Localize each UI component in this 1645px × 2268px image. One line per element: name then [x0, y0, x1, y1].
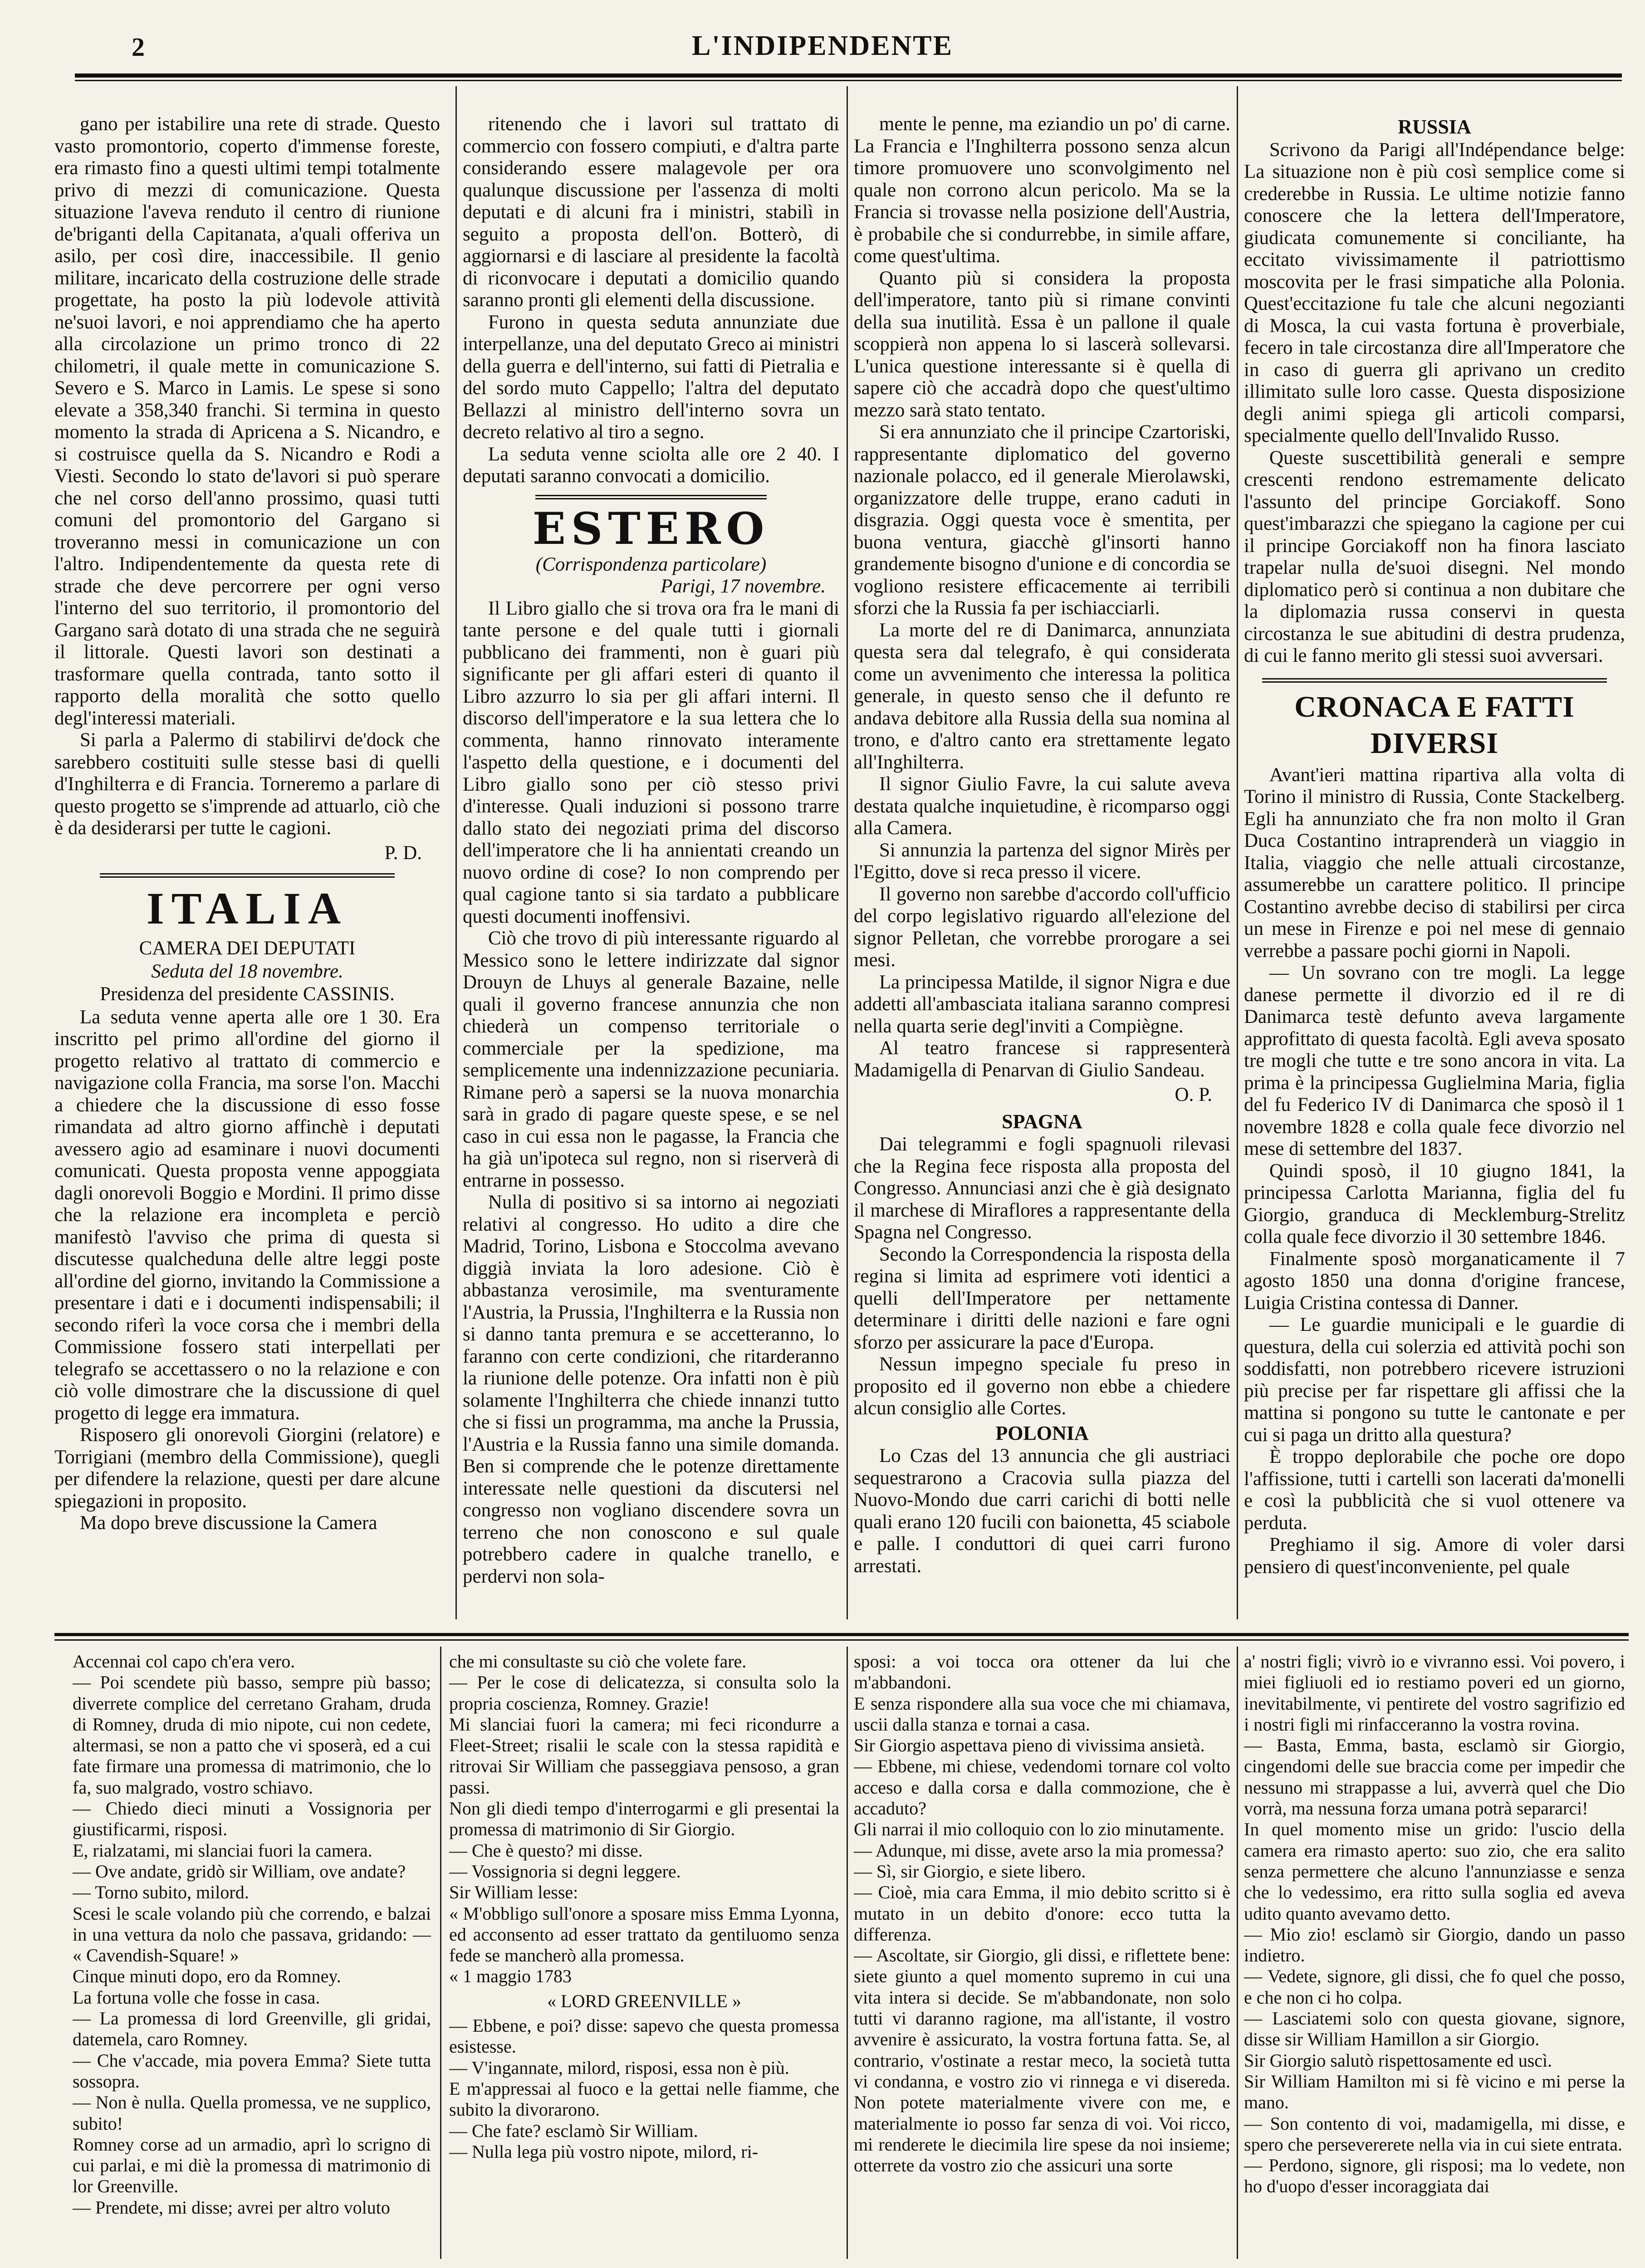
dateline: Parigi, 17 novembre. — [661, 576, 826, 597]
article-text: Si era annunziato che il principe Czartoriski, rappresentante diplomatico del governo nazionale polacco, ed il generale Mierolawski, organizzatore delle truppe, erano caduti in disgrazia. Oggi questa voce è smentita, per buona ventura, giacchè gl'insorti hanno grandemente bisogno d'unione e di concordia se vogliono resistere efficacemente ai terribili sforzi che la Russia fa per ischiacciarli. — [854, 421, 1230, 619]
column-divider — [847, 86, 848, 1619]
article-text: La seduta venne aperta alle ore 1 30. Era inscritto pel primo all'ordine del giorno il progetto relativo al trattato di commercio e navigazione colla Francia, ma sorse l'on. Macchi a chiedere che la discussione di esso fosse rimandata ad altro giorno affinchè i deputati avessero agio ad esaminare i nuovi documenti comunicati. Questa proposta venne appoggiata dagli onorevoli Boggio e Mordini. Il primo disse che la relazione era incompleta e perciò manifestò l'avviso che prima di questa si discutesse qualcheduna delle altre leggi poste all'ordine del giorno, invitando la Commissione a presentare i dati e i documenti indispensabili; il secondo riferì la voce corsa che i membri della Commissione fossero stati interpellati per telegrafo se accettassero o no la relazione e con ciò volle dimostrare che la discussione di quel progetto di legge era immatura. — [54, 1006, 440, 1424]
article-text: Il Libro giallo che si trova ora fra le mani di tante persone e del quale tutti i giornali pubblicano dei frammenti, non è guari più significante per gli affari esteri di quanto il Libro azzurro lo sia per gli affari interni. Il discorso dell'imperatore e la sua lettera che lo commenta, hanno rinnovato interamente l'aspetto della questione, e i documenti del Libro giallo sono per ciò stesso privi d'interesse. Quali induzioni si possono trarre dallo stato dei negoziati prima del discorso dell'imperatore che li ha annientati creando un nuovo ordine di cose? Io non comprendo per qual cagione tanto si sia tardato a pubblicare questi documenti inoffensivi. — [463, 597, 839, 927]
article-text: Scrivono da Parigi all'Indépendance belge: La situazione non è più così semplice come si crederebbe in Russia. Le ultime notizie fanno conoscere che la lettera dell'Imperatore, giudicata comunemente si conciliante, ha eccitato vivissimamente il patriottismo moscovita per le frasi simpatiche alla Polonia. Quest'eccitazione fu tale che alcuni negozianti di Mosca, la cui vasta fortuna è proverbiale, fecero in tale circostanza dire all'Imperatore che in caso di guerra gli aprivano un credito illimitato sulle loro casse. Questa disposizione degli animi spiega gli articoli comparsi, specialmente quello dell'Invalido Russo. — [1244, 139, 1625, 446]
column-2 — [463, 113, 839, 1610]
column-divider — [847, 1647, 848, 2259]
article-text: Quanto più si considera la proposta dell'imperatore, tanto più si rimane convinti della sua inutilità. Essa è un pallone il quale scoppierà non appena lo si lascerà sollevarsi. L'unica questione interessante si è quella di sapere ciò che accadrà dopo che quest'ultimo mezzo sarà stato tentato. — [854, 267, 1230, 421]
signature: O. P. — [1175, 1084, 1212, 1105]
section-heading-cronaca: CRONACA E FATTI DIVERSI — [1294, 690, 1575, 760]
article-text: — Le guardie municipali e le guardie di questura, della cui solerzia ed attività pochi son soddisfatti, non potrebbero ricevere istruzioni più precise per far rispettare gli affissi che la mattina si pongono su tutte le cantonate e per cui si paga un dritto alla questura? — [1244, 1314, 1625, 1446]
article-text: Risposero gli onorevoli Giorgini (relatore) e Torrigiani (membro della Commissione), quegli per difendere la relazione, questi per dare alcune spiegazioni in proposito. — [54, 1424, 440, 1512]
masthead: L'INDIPENDENTE — [692, 30, 953, 61]
feuilleton-column-3 — [854, 1651, 1230, 2263]
feuilleton-column-1 — [73, 1651, 431, 2263]
column-divider — [455, 86, 457, 1619]
article-text: Si parla a Palermo di stabilirvi de'dock che sarebbero costituiti sulle stesse basi di quelli d'Inghilterra e di Francia. Torneremo a parlare di questo progetto se s'imprende ad attuarlo, ciò che è da desiderarsi per tutte le cagioni. — [54, 729, 440, 839]
article-text: ritenendo che i lavori sul trattato di commercio con fossero compiuti, e d'altra parte considerando essere malagevole per ora qualunque discussione per l'assenza di molti deputati e di alcuni fra i ministri, stabilì in seguito a proposta dell'on. Botterò, di aggiornarsi e di lasciare al presidente la facoltà di riconvocare i deputati a domicilio quando saranno pronti gli elementi della discussione. — [463, 113, 839, 311]
article-text: mente le penne, ma eziandio un po' di carne. La Francia e l'Inghilterra possono senza alcun timore promuovere uno sconvolgimento nel quale non corrono alcun pericolo. Ma se la Francia si trovasse nella posizione dell'Austria, è probabile che si condurrebbe, in simile affare, come quest'ultima. — [854, 113, 1230, 267]
article-text: gano per istabilire una rete di strade. Questo vasto promontorio, coperto d'immense foreste, era rimasto fino a questi ultimi tempi totalmente privo di mezzi di comunicazione. Questa situazione l'aveva renduto il centro di riunione de'briganti della Capitanata, a'quali offeriva un asilo, per così dire, inaccessibile. Il genio militare, incaricato della costruzione delle strade progettate, ha posto la più lodevole attività ne'suoi lavori, e noi apprendiamo che ha aperto alla circolazione un primo tronco di 22 chilometri, il quale mette in comunicazione S. Severo e S. Marco in Lamis. Le spese si sono elevate a 358,340 franchi. Si termina in questo momento la strada di Apricena a S. Nicandro, e si costruisce quella da S. Nicandro e Rodi a Viesti. Secondo lo stato de'lavori si può sperare che nel corso dell'anno prossimo, quasi tutti comuni del promontorio del Gargano si troveranno messi in comunicazione un con l'altro. Indipendentemente da questa rete di strade che deve percorrere per ogni verso l'interno del suo territorio, il promontorio del Gargano sarà dotato di una strada che ne seguirà il littorale. Questi lavori son destinati a trasformare quella contrada, tanto sotto il rapporto della moralità che sotto quello degl'interessi materiali. — [54, 113, 440, 729]
subsection-heading-polonia: POLONIA — [995, 1422, 1089, 1444]
section-heading-italia: ITALIA — [146, 883, 348, 934]
article-text: Furono in questa seduta annunziate due interpellanze, una del deputato Greco ai ministri della guerra e dell'interno, sui fatti di Pietralia e del sordo muto Cappello; l'altra del deputato Bellazzi al ministro dell'interno sovra un decreto relativo al tiro a segno. — [463, 311, 839, 443]
feuilleton-column-2 — [449, 1651, 839, 2263]
subsection-heading-russia: RUSSIA — [1398, 116, 1471, 138]
section-rule — [1262, 678, 1607, 683]
correspondence-note: (Corrispondenza particolare) — [535, 553, 767, 575]
page-number: 2 — [132, 32, 145, 62]
article-text: Avant'ieri mattina ripartiva alla volta di Torino il ministro di Russia, Conte Stackelberg. Egli ha annunziato che fra non molto il Gran Duca Costantino intraprenderà un viaggio in Italia, viaggio che nelle attuali circostanze, assumerebbe un carattere politico. Il principe Costantino avrebbe deciso di stabilirsi per circa un mese in Firenze e poi nel mese di gennaio verrebbe a passare pochi giorni in Napoli. — [1244, 764, 1625, 962]
article-text: La principessa Matilde, il signor Nigra e due addetti all'ambasciata italiana saranno compresi nella quarta serie degl'inviti a Compiègne. — [854, 971, 1230, 1037]
presidency: Presidenza del presidente CASSINIS. — [100, 983, 395, 1005]
article-text: Dai telegrammi e fogli spagnuoli rilevasi che la Regina fece risposta alla proposta del Congresso. Annunciasi anzi che è già designato il marchese di Miraflores a rappresentante della Spagna nel Congresso. — [854, 1134, 1230, 1243]
article-text: Si annunzia la partenza del signor Mirès per l'Egitto, dove si reca presso il vicere. — [854, 839, 1230, 883]
section-rule — [100, 873, 395, 878]
article-text: Queste suscettibilità generali e sempre crescenti rendono estremamente delicato l'assunto del principe Gorciakoff. Sono quest'imbarazzi che spiegano la cagione per cui il principe Gorciakoff non ha finora lasciato trapelar nulla de'suoi disegni. Nel mondo diplomatico però si continua a non dubitare che la diplomazia russa conservi in questa circostanza le sue abitudini di destra prudenza, di cui le fanno merito gli stessi suoi avversari. — [1244, 447, 1625, 666]
column-3 — [854, 113, 1230, 1610]
feuilleton-text: a' nostri figli; vivrò io e vivranno essi. Voi povero, i miei figliuoli ed io restiamo poveri ed un giorno, inevitabilmente, vi pentirete del vostro sagrifizio ed i nostri figli mi rinfacceranno la vostra rovina. — Basta, Emma, basta, esclamò sir Giorgio, cingendomi delle sue braccia come per impedir che nessuno mi strappasse a lui, avverrà quel che Dio vorrà, ma nessuna forza umana potrà separarci! In quel momento mise un grido: l'uscio della camera era rimasto aperto: suo zio, che era salito senza permettere che alcuno l'annunziasse e senza che lo vedessimo, era ritto sulla soglia ed aveva udito quanto avevamo detto. — Mio zio! esclamò sir Giorgio, dando un passo indietro. — Vedete, signore, gli dissi, che fo quel che posso, e che non ci ho colpa. — Lasciatemi solo con questa giovane, signore, disse sir William Hamillon a sir Giorgio. Sir Giorgio salutò rispettosamente ed uscì. Sir William Hamilton mi si fè vicino e mi perse la mano. — Son contento di voi, madamigella, mi disse, e spero che persevererete nella via in cui siete entrata. — Perdono, signore, gli risposi; ma lo vedete, non ho d'uopo d'esser incoraggiata dai — [1244, 1651, 1625, 2197]
chamber-title: CAMERA DEI DEPUTATI — [139, 938, 356, 959]
section-heading-estero: ESTERO — [532, 503, 770, 554]
column-4 — [1244, 113, 1625, 1610]
article-text: — Un sovrano con tre mogli. La legge danese permette il divorzio ed il re di Danimarca testè defunto aveva largamente approfittato di questa facoltà. Egli aveva sposato tre mogli che tutte e tre sono ancora in vita. La prima è la principessa Guglielmina Maria, figlia del fu Federico IV di Danimarca che sposò il 1 novembre 1828 e colla quale fece divorzio nel mese di settembre del 1837. — [1244, 962, 1625, 1159]
section-rule — [535, 495, 767, 499]
signature: P. D. — [384, 842, 422, 864]
article-text: Nulla di positivo si sa intorno ai negoziati relativi al congresso. Ho udito a dire che Madrid, Torino, Lisbona e Stoccolma avevano diggià inviata la loro adesione. Ciò è abbastanza verosimile, ma sventuramente l'Austria, la Prussia, l'Inghilterra e la Russia non si danno tanta premura e se accetteranno, lo faranno con certe condizioni, che ritarderanno la riunione delle potenze. Ora infatti non è più solamente l'Inghilterra che chiede innanzi tutto che si fissi un programma, ma anche la Prussia, l'Austria e la Russia fanno una simile domanda. Ben si comprende che le potenze direttamente interessate nelle questioni da discutersi nel congresso non vogliano discendere sovra un terreno che non conoscono e sul quale potrebbero cadere in qualche tranello, e perdervi non sola- — [463, 1192, 839, 1587]
feuilleton-text: — Ebbene, e poi? disse: sapevo che questa promessa esistesse. — V'ingannate, milord, risposi, essa non è più. E m'appressai al fuoco e la gettai nelle fiamme, che subito la divorarono. — Che fate? esclamò Sir William. — Nulla lega più vostro nipote, milord, ri- — [449, 2015, 839, 2162]
feuilleton-rule-thin — [54, 1639, 1629, 1641]
article-text: Lo Czas del 13 annuncia che gli austriaci sequestrarono a Cracovia sulla piazza del Nuovo-Mondo due carri carichi di botti nelle quali erano 120 fucili con baionetta, 45 sciabole e palle. I conduttori di quei carri furono arrestati. — [854, 1445, 1230, 1577]
session-date: Seduta del 18 novembre. — [151, 960, 343, 982]
article-text: Secondo la Correspondencia la risposta della regina si limita ad esprimere voti identici a quelli dell'Imperatore per nettamente determinare i diritti delle nazioni e fare ogni sforzo per assicurare la pace d'Europa. — [854, 1243, 1230, 1353]
feuilleton-text: Accennai col capo ch'era vero. — Poi scendete più basso, sempre più basso; diverrete complice del cerretano Graham, druda di Romney, druda di mio nipote, cui non cedete, altermasi, se non a patto che vi sposerà, ed a cui fate firmare una promessa di matrimonio, che lo fa, suo malgrado, vostro schiavo. — Chiedo dieci minuti a Vossignoria per giustificarmi, risposi. E, rialzatami, mi slanciai fuori la camera. — Ove andate, gridò sir William, ove andate? — Torno subito, milord. Scesi le scale volando più che correndo, e balzai in una vettura da nolo che passava, gridando: — « Cavendish-Square! » Cinque minuti dopo, ero da Romney. La fortuna volle che fosse in casa. — La promessa di lord Greenville, gli gridai, datemela, caro Romney. — Che v'accade, mia povera Emma? Siete tutta sossopra. — Non è nulla. Quella promessa, ve ne supplico, subito! Romney corse ad un armadio, aprì lo scrigno di cui parlai, e mi diè la promessa di matrimonio di lor Greenville. — Prendete, mi disse; avrei per altro voluto — [73, 1651, 431, 2218]
column-1 — [54, 113, 440, 1610]
article-text: La morte del re di Danimarca, annunziata questa sera dal telegrafo, è qui considerata come un avvenimento che interessa la politica generale, in questo senso che il defunto re andava debitore alla Russia della sua nomina al trono, e d'altro canto era strettamente legato all'Inghilterra. — [854, 619, 1230, 773]
article-text: Ma dopo breve discussione la Camera — [79, 1512, 377, 1534]
article-text: La seduta venne sciolta alle ore 2 40. I deputati saranno convocati a domicilio. — [463, 443, 839, 487]
article-text: Preghiamo il sig. Amore di voler darsi pensiero di quest'inconveniente, pel quale — [1244, 1534, 1625, 1578]
article-text: Nessun impegno speciale fu preso in proposito ed il governo non ebbe a chiedere alcun consiglio alle Cortes. — [854, 1354, 1230, 1419]
article-text: Il governo non sarebbe d'accordo coll'ufficio del corpo legislativo riguardo all'elezione del signor Pelletan, che vorrebbe prorogare a sei mesi. — [854, 883, 1230, 971]
article-text: Ciò che trovo di più interessante riguardo al Messico sono le lettere indirizzate dal signor Drouyn de Lhuys al generale Bazaine, nelle quali il governo francese annunzia che non chiederà un compenso territoriale o commerciale per la spedizione, ma semplicemente una indennizzazione pecuniaria. Rimane però a sapersi se la nuova monarchia sarà in grado di pagare queste spese, e se nel caso in cui essa non le pagasse, la Francia che ha già un'ipoteca sul regno, non si riserverà di entrarne in possesso. — [463, 928, 839, 1191]
column-divider — [1237, 1647, 1238, 2259]
feuilleton-text: che mi consultaste su ciò che volete fare. — Per le cose di delicatezza, si consulta solo la propria coscienza, Romney. Grazie! Mi slanciai fuori la camera; mi feci ricondurre a Fleet-Street; risalii le scale con la stessa rapidità e ritrovai Sir William che passeggiava pensoso, a gran passi. Non gli diedi tempo d'interrogarmi e gli presentai la promessa di matrimonio di Sir Giorgio. — Che è questo? mi disse. — Vossignoria si degni leggere. Sir William lesse: « M'obbligo sull'onore a sposare miss Emma Lyonna, ed acconsento ad esser trattato da gentiluomo senza fede se mancherò alla promessa. « 1 maggio 1783 — [449, 1651, 839, 1987]
feuilleton-column-4 — [1244, 1651, 1625, 2263]
feuilleton-text: sposi: a voi tocca ora ottener da lui che m'abbandoni. E senza rispondere alla sua voce che mi chiamava, uscii dalla stanza e tornai a casa. Sir Giorgio aspettava pieno di vivissima ansietà. — Ebbene, mi chiese, vedendomi tornare col volto acceso e dalla corsa e dalla commozione, che è accaduto? Gli narrai il mio colloquio con lo zio minutamente. — Adunque, mi disse, avete arso la mia promessa? — Sì, sir Giorgio, e siete libero. — Cioè, mia cara Emma, il mio debito scritto si è mutato in un debito d'onore: ecco tutta la differenza. — Ascoltate, sir Giorgio, gli dissi, e riflettete bene: siete giunto a quel momento supremo in cui una vita intera si decide. Se m'abbandonate, non solo tutti vi daranno ragione, ma all'istante, il vostro avvenire è assicurato, la vostra fortuna fatta. Se, al contrario, v'ostinate a restar meco, la società tutta vi condanna, e vostro zio vi rinnega e vi disereda. Non potete materialmente vivere con me, e materialmente io posso far senza di voi. Voi ricco, mi renderete le diecimila lire spese da noi insieme; otterrete da vostro zio che assicuri una sorte — [854, 1651, 1230, 2176]
article-text: È troppo deplorabile che poche ore dopo l'affissione, tutti i cartelli son lacerati da'monelli e così la pubblicità che si vuol ottenere va perduta. — [1244, 1446, 1625, 1534]
letter-signature: « LORD GREENVILLE » — [547, 1990, 741, 2011]
article-text: Il signor Giulio Favre, la cui salute aveva destata qualche inquietudine, è ricomparso oggi alla Camera. — [854, 773, 1230, 839]
article-text: Al teatro francese si rappresenterà Madamigella di Penarvan di Giulio Sandeau. — [854, 1037, 1230, 1081]
top-rule — [75, 73, 1622, 78]
column-divider — [1237, 86, 1238, 1619]
article-text: Finalmente sposò morganaticamente il 7 agosto 1850 una donna d'origine francese, Luigia Cristina contessa di Danner. — [1244, 1248, 1625, 1314]
feuilleton-rule — [54, 1633, 1629, 1636]
column-divider — [440, 1647, 441, 2259]
subsection-heading-spagna: SPAGNA — [1002, 1110, 1082, 1133]
article-text: Quindi sposò, il 10 giugno 1841, la principessa Carlotta Marianna, figlia del fu Giorgio, granduca di Mecklemburg-Strelitz colla quale fece divorzio il 30 settembre 1846. — [1244, 1160, 1625, 1247]
top-rule-thin — [75, 80, 1622, 81]
